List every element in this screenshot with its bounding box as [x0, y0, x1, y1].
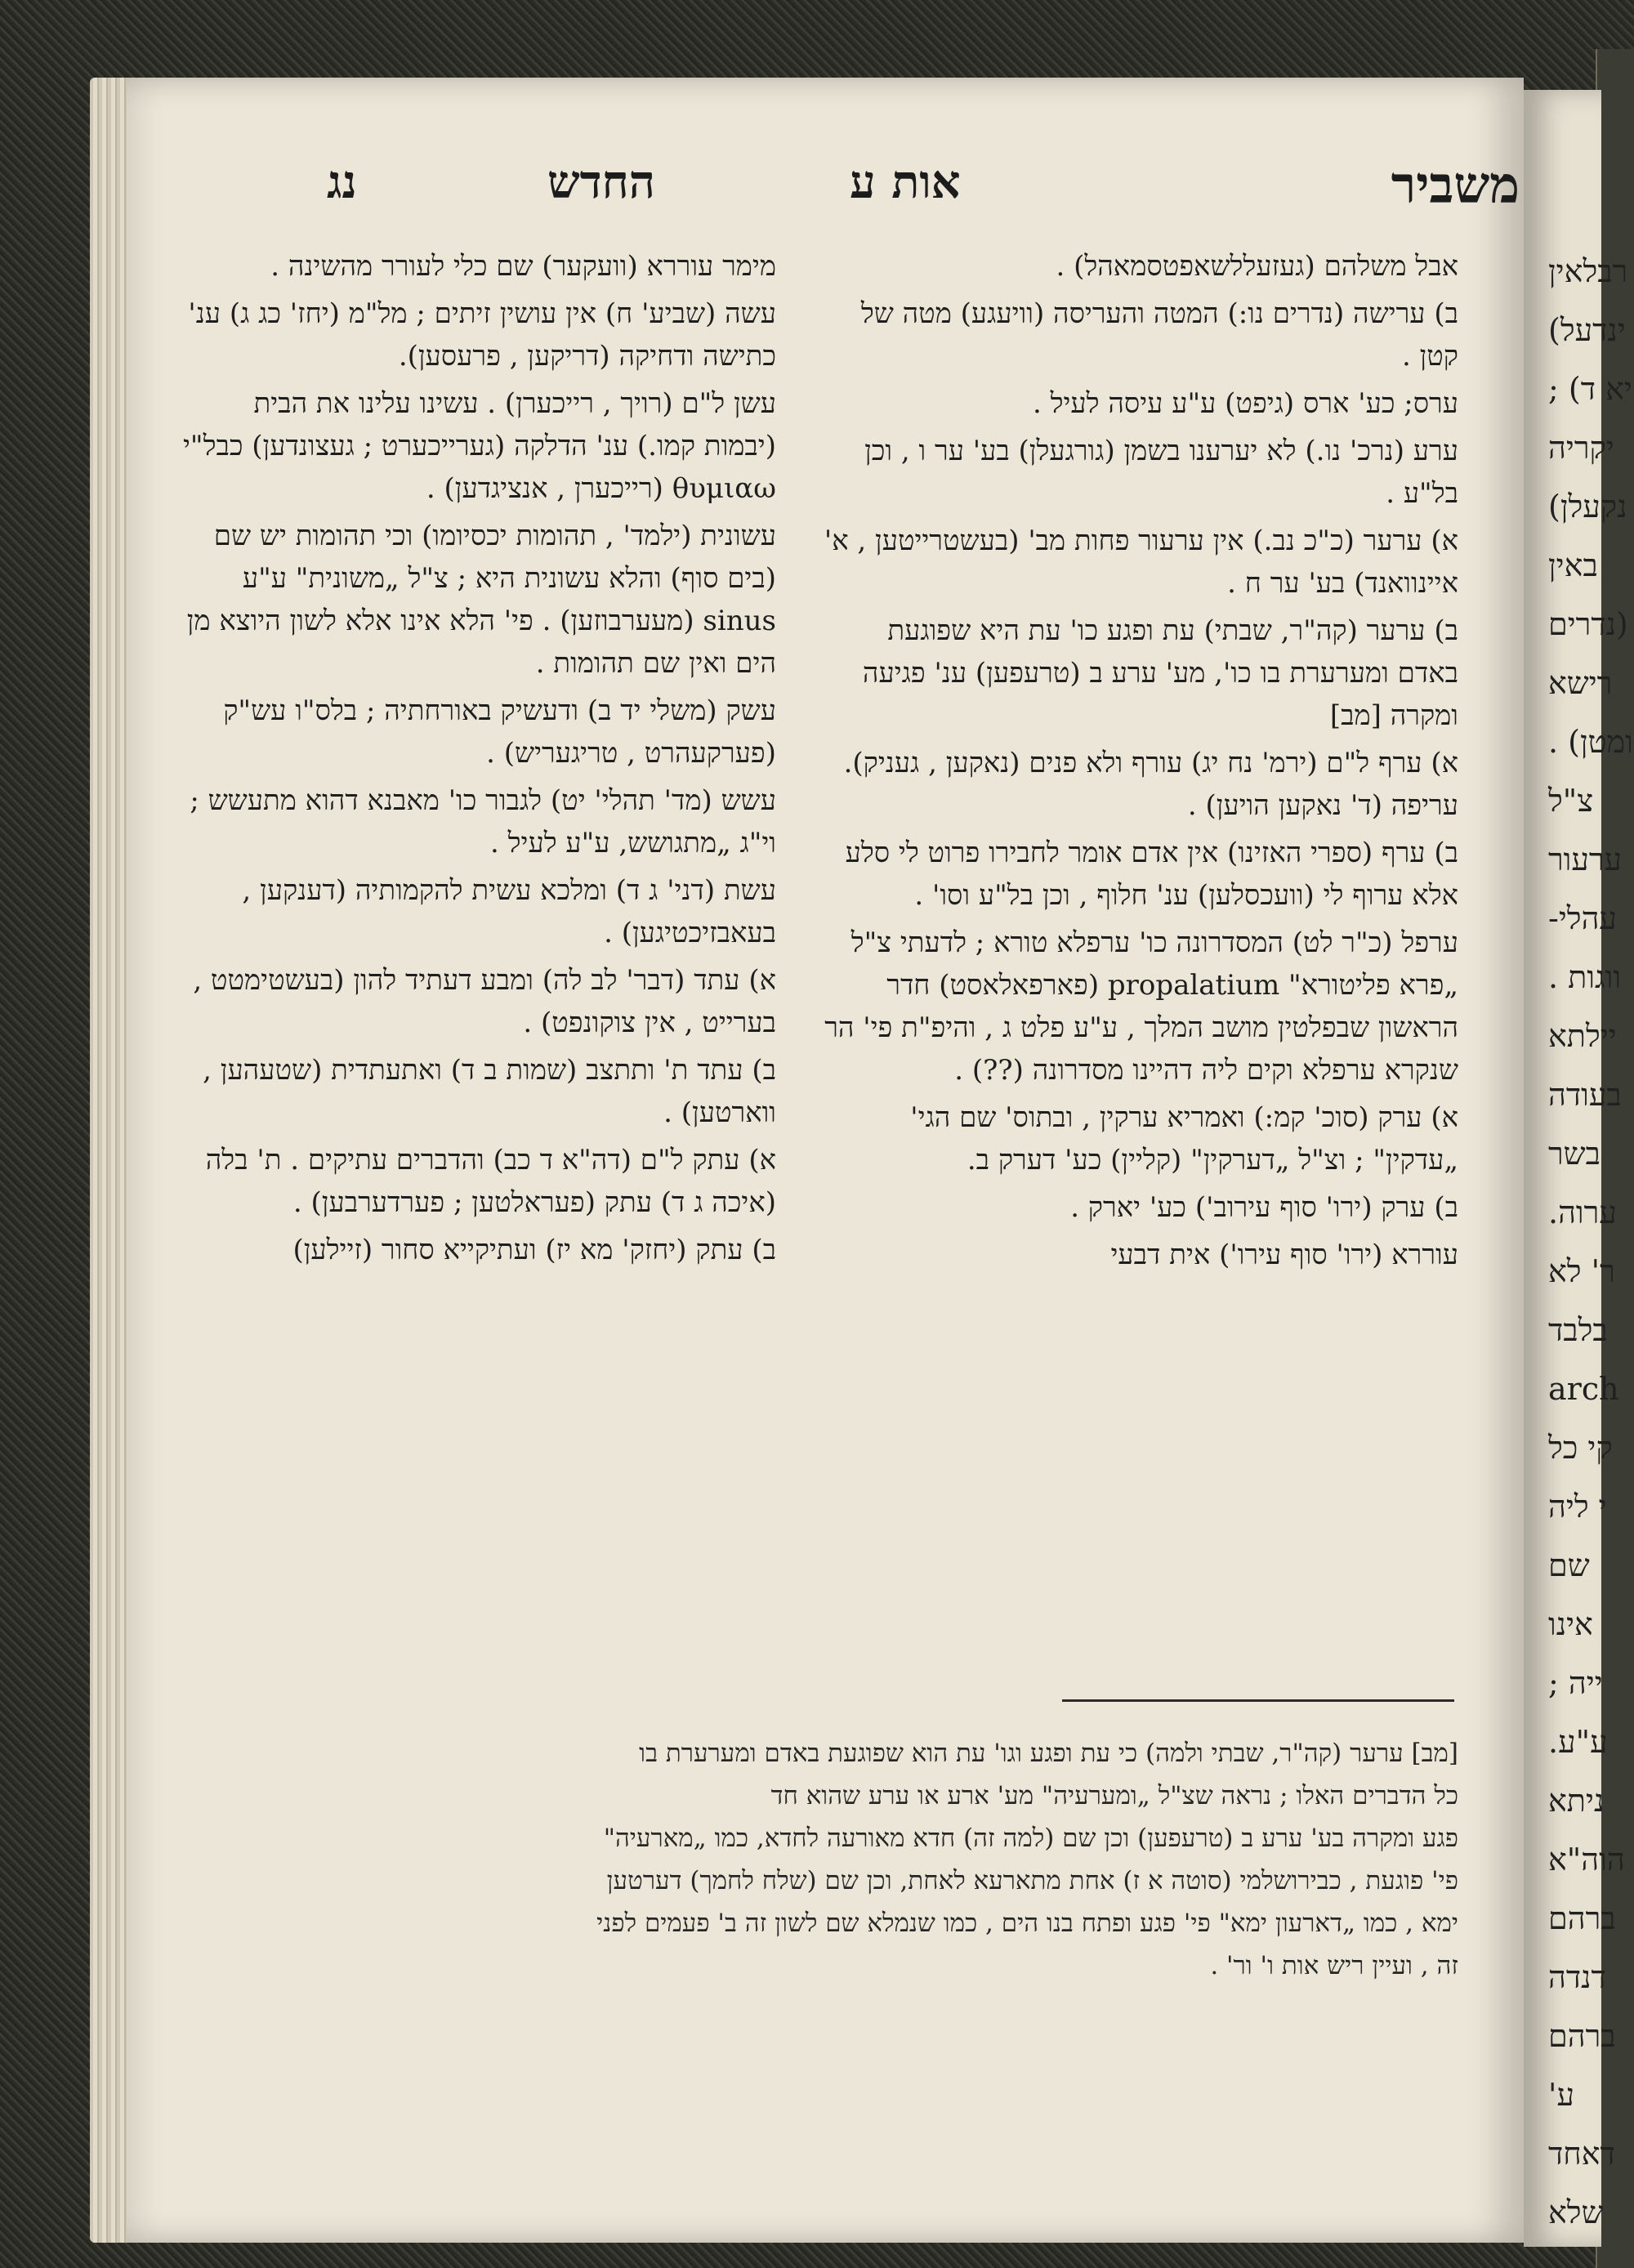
page-number: נג: [327, 155, 357, 209]
dictionary-entry: עשת (דני' ג ד) ומלכא עשית להקמותיה (דענקען , בעאבזיכטיגען) .: [242, 874, 776, 949]
next-page-text-fragment: רבלאין: [1548, 253, 1628, 289]
dictionary-entry: אבל משלהם (געזעללשאפטסמאהל) .: [1056, 250, 1458, 283]
next-page-text-fragment: ברהם: [1548, 1900, 1616, 1936]
dictionary-entry: ב) ערער (קה"ר, שבתי) עת ופגע כו' עת היא שפוגעת באדם ומערערת בו כו', מע' ערע ב (טרעפען) ענ' פגיעה ומקרה [מב]: [862, 614, 1458, 732]
next-page-text-fragment: רישא: [1548, 665, 1613, 701]
next-page-fragment: [1524, 90, 1633, 2247]
footnote-line: ימא , כמו „דארעון ימא" פי' פגע ופתח בנו הים , כמו שנמלא שם לשון זה ב' פעמים לפני: [596, 1909, 1458, 1938]
next-page-text-fragment: יא ד) ;: [1548, 371, 1632, 407]
next-page-text-fragment: ייה ;: [1548, 1665, 1603, 1701]
dictionary-entry: עוררא (ירו' סוף עירו') אית דבעי: [1110, 1239, 1458, 1271]
next-page-text-fragment: ברהם: [1548, 2018, 1616, 2054]
next-page-text-fragment: בעודה: [1548, 1077, 1622, 1113]
next-page-text-fragment: נקעלן): [1548, 489, 1627, 525]
next-page-text-fragment: י ליה: [1548, 1489, 1607, 1525]
next-page-text-fragment: צ"ל: [1548, 783, 1594, 819]
dictionary-entry: ערס; כע' ארס (גיפט) ע"ע עיסה לעיל .: [1032, 387, 1458, 420]
footnote: [192, 1732, 1458, 1987]
right-column: [821, 245, 1458, 1281]
next-page-text-fragment: arch: [1548, 1371, 1619, 1407]
page-header: [327, 155, 1520, 221]
dictionary-entry: א) ערק (סוכ' קמ:) ואמריא ערקין , ובתוס' שם הגי' „עדקין" ; וצ"ל „דערקין" (קליין) כע' דערק ב.: [910, 1101, 1458, 1176]
dictionary-entry: ב) ערישה (נדרים נו:) המטה והעריסה (וויעגע) מטה של קטן .: [860, 297, 1458, 373]
running-title-right: משביר: [1391, 155, 1520, 215]
dictionary-entry: א) ערער (כ"כ נב.) אין ערעור פחות מב' (בעשטרייטען , א' איינוואנד) בע' ער ח .: [824, 525, 1458, 600]
running-title-left: החדש: [547, 155, 655, 209]
next-page-text-fragment: יילתא: [1548, 1018, 1617, 1054]
running-letter: אות ע: [850, 155, 961, 209]
next-page-text-fragment: שם: [1548, 1547, 1590, 1583]
dictionary-entry: עשק (משלי יד ב) ודעשיק באורחתיה ; בלס"ו עש"ק (פערקעהרט , טריגעריש) .: [223, 694, 776, 770]
dictionary-entry: ב) עתק (יחזק' מא יז) ועתיקייא סחור (זיילען): [292, 1234, 776, 1266]
dictionary-entry: מימר עוררא (וועקער) שם כלי לעורר מהשינה .: [270, 250, 776, 283]
dictionary-entry: עשן ל"ם (רויך , רייכערן) . עשינו עלינו את הבית (יבמות קמו.) ענ' הדלקה (גערייכערט ; געצונדען) כבל"י θυμιαω (רייכערן , אנציגדען) .: [183, 387, 776, 505]
next-page-text-fragment: יקריה: [1548, 430, 1614, 466]
next-page-text-fragment: דנדה: [1548, 1959, 1606, 1995]
dictionary-entry: ערפל (כ"ר לט) המסדרונה כו' ערפלא טורא ; לדעתי צ"ל „פרא פליטורא" propalatium (פארפאלאסט) חדר הראשון שבפלטין מושב המלך , ע"ע פלט ג , והיפ"ת פי' הר שנקרא ערפלא וקים ליה דהיינו מסדרונה (??) .: [824, 926, 1458, 1087]
next-page-text-fragment: ווגות .: [1548, 959, 1622, 995]
footnote-separator: [1062, 1699, 1454, 1702]
dictionary-entry: עשש (מד' תהלי' יט) לגבור כו' מאבנא דהוא מתעשש ; וי"ג „מתגושש, ע"ע לעיל .: [190, 784, 776, 859]
footnote-line: פגע ומקרה בע' ערע ב (טרעפען) וכן שם (למה זה) חדא מאורעה לחדא, כמו „מארעיה": [603, 1824, 1458, 1853]
next-page-text-fragment: ניתא: [1548, 1783, 1605, 1819]
next-page-text-fragment: בלבד: [1548, 1312, 1608, 1348]
next-page-text-fragment: ע"ע.: [1548, 1724, 1608, 1760]
dictionary-entry: א) עתק ל"ם (דה"א ד כב) והדברים עתיקים . ת' בלה (איכה ג ד) עתק (פעראלטען ; פערדערבען) .: [205, 1144, 776, 1219]
next-page-text-fragment: בשר: [1548, 1136, 1601, 1172]
next-page-text-fragment: אינו: [1548, 1606, 1593, 1642]
next-page-text-fragment: הוה"א: [1548, 1842, 1625, 1877]
dictionary-entry: א) עתד (דבר' לב לה) ומבע דעתיד להון (בעשטימטט , בערייט , אין צוקונפט) .: [193, 964, 776, 1039]
next-page-text-fragment: ערוה.: [1548, 1194, 1617, 1230]
dictionary-entry: ב) עתד ת' ותתצב (שמות ב ד) ואתעתדית (שטעהען , ווארטען) .: [203, 1054, 776, 1129]
footnote-line: זה , ועיין ריש אות ו' ור' .: [1210, 1951, 1458, 1980]
dictionary-entry: א) ערף ל"ם (ירמ' נח יג) עורף ולא פנים (נאקען , געניק). עריפה (ד' נאקען הויען) .: [843, 747, 1458, 822]
next-page-text-fragment: באין: [1548, 547, 1598, 583]
next-page-text-fragment: קי כל: [1548, 1430, 1613, 1466]
dictionary-entry: עשה (שביע' ח) אין עושין זיתים ; מל"מ (יחז' כג ג) ענ' כתישה ודחיקה (דריקען , פרעסען).: [188, 297, 776, 373]
next-page-text-fragment: דאחד: [1548, 2136, 1615, 2172]
next-page-text-fragment: ר' לא: [1548, 1253, 1615, 1289]
left-column: [180, 245, 776, 1276]
footnote-line: פי' פוגעת , כבירושלמי (סוטה א ז) אחת מתארעא לאחת, וכן שם (שלח לחמך) דערטען: [606, 1866, 1458, 1895]
footnote-line: כל הדברים האלו ; נראה שצ"ל „ומערעיה" מע' ארע או ערע שהוא חד: [770, 1781, 1458, 1810]
dictionary-entry: עשונית (ילמד' , תהומות יכסיומו) וכי תהומות יש שם (בים סוף) והלא עשונית היא ; צ"ל „משונית" ע"ע sinus (מעערבוזען) . פי' הלא אינו אלא לשון היוצא מן הים ואין שם תהומות .: [186, 520, 776, 680]
footnote-line: [מב] ערער (קה"ר, שבתי ולמה) כי עת ופגע וגו' עת הוא שפוגעת באדם ומערערת בו: [639, 1739, 1458, 1768]
dictionary-entry: ב) ערק (ירו' סוף עירוב') כע' יארק .: [1070, 1191, 1458, 1224]
dictionary-entry: ערע (נרכ' נו.) לא יערענו בשמן (גורגעלן) בע' ער ו , וכן בל"ע .: [864, 435, 1458, 510]
next-page-text-fragment: ע': [1548, 2077, 1574, 2113]
next-page-text-fragment: (נדרים: [1548, 606, 1628, 642]
next-page-text-fragment: עהלי-: [1548, 900, 1617, 936]
next-page-text-fragment: שלא: [1548, 2194, 1604, 2230]
next-page-text-fragment: ומטן) .: [1548, 724, 1633, 760]
next-page-text-fragment: ערעור: [1548, 842, 1623, 877]
dictionary-entry: ב) ערף (ספרי האזינו) אין אדם אומר לחבירו פרוט לי סלע אלא ערוף לי (וועכסלען) ענ' חלוף , וכן בל"ע וסו' .: [845, 837, 1458, 912]
next-page-text-fragment: ינדעל): [1548, 312, 1626, 348]
